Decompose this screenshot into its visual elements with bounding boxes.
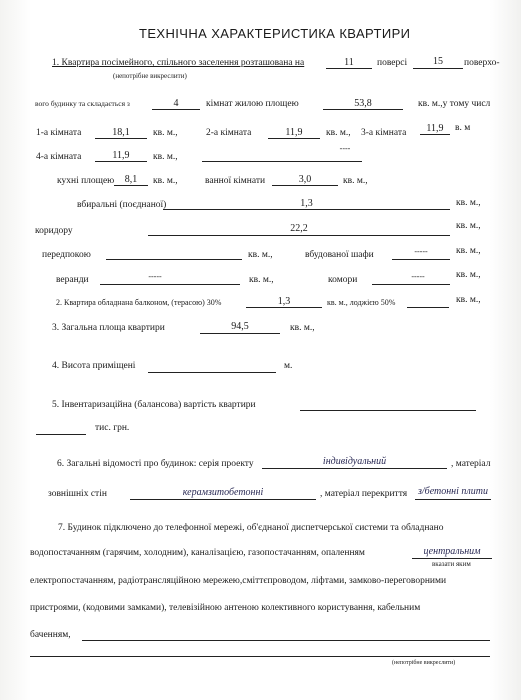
kitchen-underline — [114, 185, 148, 186]
room3-label: 3-а кімната — [361, 128, 407, 138]
kitchen-label: кухні площею — [57, 176, 115, 186]
s5-unit: тис. грн. — [95, 423, 130, 433]
bath-underline — [272, 185, 338, 186]
room2-label: 2-а кімната — [206, 128, 252, 138]
closet-underline — [392, 259, 450, 260]
storeroom-label: комори — [328, 275, 358, 285]
room4-underline — [95, 161, 147, 162]
floors-underline — [415, 499, 491, 500]
loggia-unit: кв. м., — [456, 295, 481, 305]
bath-label: ванної кімнати — [205, 176, 266, 186]
storey-word: поверхо- — [464, 58, 500, 68]
room3-value: 11,9 — [426, 123, 444, 134]
veranda-label: веранди — [56, 275, 89, 285]
strike-note: (непотрібне викреслити) — [113, 72, 187, 80]
total-floors-value: 15 — [433, 56, 443, 67]
corridor-value: 22,2 — [290, 223, 308, 234]
corridor-unit: кв. м., — [456, 221, 481, 231]
room2-value: 11,9 — [285, 127, 303, 138]
room3-unit: в. м — [455, 123, 471, 133]
s7-line5: баченням, — [30, 630, 71, 640]
room2-underline — [268, 138, 320, 139]
s7-underline-2 — [30, 656, 490, 657]
room4-label: 4-а кімната — [36, 152, 82, 162]
wc-value: 1,3 — [300, 198, 313, 209]
s7-line2: водопостачанням (гарячим, холодним), каналізацією, газопостачанням, опаленням — [30, 548, 365, 558]
floors-label: , матеріал перекриття — [320, 489, 408, 499]
heating-underline — [412, 558, 492, 559]
corridor-label: коридору — [35, 226, 73, 236]
room2-unit: кв. м., — [326, 128, 351, 138]
balcony-underline — [246, 307, 322, 308]
walls-value: керамзитобетонні — [182, 487, 264, 498]
s3-text: 3. Загальна площа квартири — [52, 323, 165, 333]
hall-label: передпокою — [42, 250, 91, 260]
bath-unit: кв. м., — [343, 176, 368, 186]
series-underline — [262, 468, 447, 469]
floor-word: поверсі — [377, 58, 408, 68]
kitchen-value: 8,1 — [124, 174, 138, 185]
room1-label: 1-а кімната — [36, 128, 82, 138]
loggia-text: кв. м., лоджією 50% — [327, 298, 396, 307]
bath-value: 3,0 — [298, 174, 312, 185]
room1-value: 18,1 — [112, 127, 130, 138]
s7-line3: електропостачанням, радіотрансляційною мережею,сміттєпроводом, ліфтами, замково-переговорними — [30, 576, 447, 586]
s6-text: 6. Загальні відомості про будинок: серія проекту — [57, 459, 254, 469]
room4-value: 11,9 — [112, 150, 130, 161]
total-area-value: 94,5 — [231, 321, 249, 332]
s7-line1: 7. Будинок підключено до телефонної мережі, об'єднаної диспетчерської системи та обладнано — [58, 523, 444, 533]
s7-strike-note: (непотрібне викреслити) — [392, 660, 456, 666]
veranda-value: ----- — [148, 272, 162, 281]
s1-intro: 1. Квартира посімейного, спільного заселення розташована на — [52, 58, 305, 68]
room5-dash: ---- — [339, 144, 351, 153]
room1-unit: кв. м., — [153, 128, 178, 138]
loggia-underline — [407, 307, 449, 308]
walls-label: зовнішніх стін — [48, 489, 107, 499]
room3-underline — [420, 134, 450, 135]
balcony-value: 1,3 — [277, 296, 291, 307]
kitchen-unit: кв. м., — [153, 176, 178, 186]
total-floors-underline — [413, 68, 463, 69]
hall-underline — [106, 259, 242, 260]
s7-line4: пристроями, (кодовими замками), телевізійною антеною колективного користування, кабельним — [30, 603, 421, 613]
height-underline — [148, 372, 276, 373]
rooms-value: 4 — [173, 98, 179, 109]
value-underline-2 — [36, 434, 86, 435]
heating-hint: вказати яким — [432, 560, 471, 568]
closet-value: ----- — [414, 247, 428, 256]
veranda-underline — [100, 284, 240, 285]
storeroom-underline — [372, 284, 450, 285]
s4-unit: м. — [284, 361, 293, 371]
room5-underline — [202, 161, 362, 162]
closet-unit: кв. м., — [456, 246, 481, 256]
material-label: , матеріал — [451, 459, 491, 469]
incl-text: кв. м.,у тому числ — [418, 99, 491, 109]
wc-label: вбиральні (поєднаної) — [77, 200, 167, 210]
walls-underline — [130, 499, 316, 500]
heating-value: центральним — [423, 546, 481, 557]
corridor-underline — [148, 235, 450, 236]
s7-underline-1 — [82, 640, 490, 641]
rooms-text: кімнат жилою площею — [206, 99, 299, 109]
value-underline-1 — [300, 410, 476, 411]
room4-unit: кв. м., — [153, 152, 178, 162]
s5-text: 5. Інвентаризаційна (балансова) вартість квартири — [52, 400, 256, 410]
building-text: вого будинку та складається з — [35, 99, 130, 108]
closet-label: вбудованої шафи — [305, 250, 374, 260]
storeroom-unit: кв. м., — [456, 270, 481, 280]
s3-unit: кв. м., — [290, 323, 315, 333]
wc-underline — [163, 209, 450, 210]
room1-underline — [95, 138, 147, 139]
floor-underline — [326, 68, 372, 69]
floors-value: з/бетонні плити — [417, 486, 489, 497]
rooms-underline — [152, 109, 200, 110]
s2-text: 2. Квартира обладнана балконом, (терасою) 30% — [56, 298, 222, 307]
veranda-unit: кв. м., — [249, 275, 274, 285]
series-value: індивідуальний — [322, 456, 387, 467]
living-area-value: 53,8 — [354, 98, 372, 109]
wc-unit: кв. м., — [456, 198, 481, 208]
s4-text: 4. Висота приміщені — [52, 361, 136, 371]
storeroom-value: ----- — [411, 272, 425, 281]
total-area-underline — [200, 333, 280, 334]
floor-value: 11 — [344, 57, 354, 68]
page-title: ТЕХНІЧНА ХАРАКТЕРИСТИКА КВАРТИРИ — [139, 26, 411, 41]
hall-unit: кв. м., — [248, 250, 273, 260]
living-area-underline — [323, 109, 403, 110]
